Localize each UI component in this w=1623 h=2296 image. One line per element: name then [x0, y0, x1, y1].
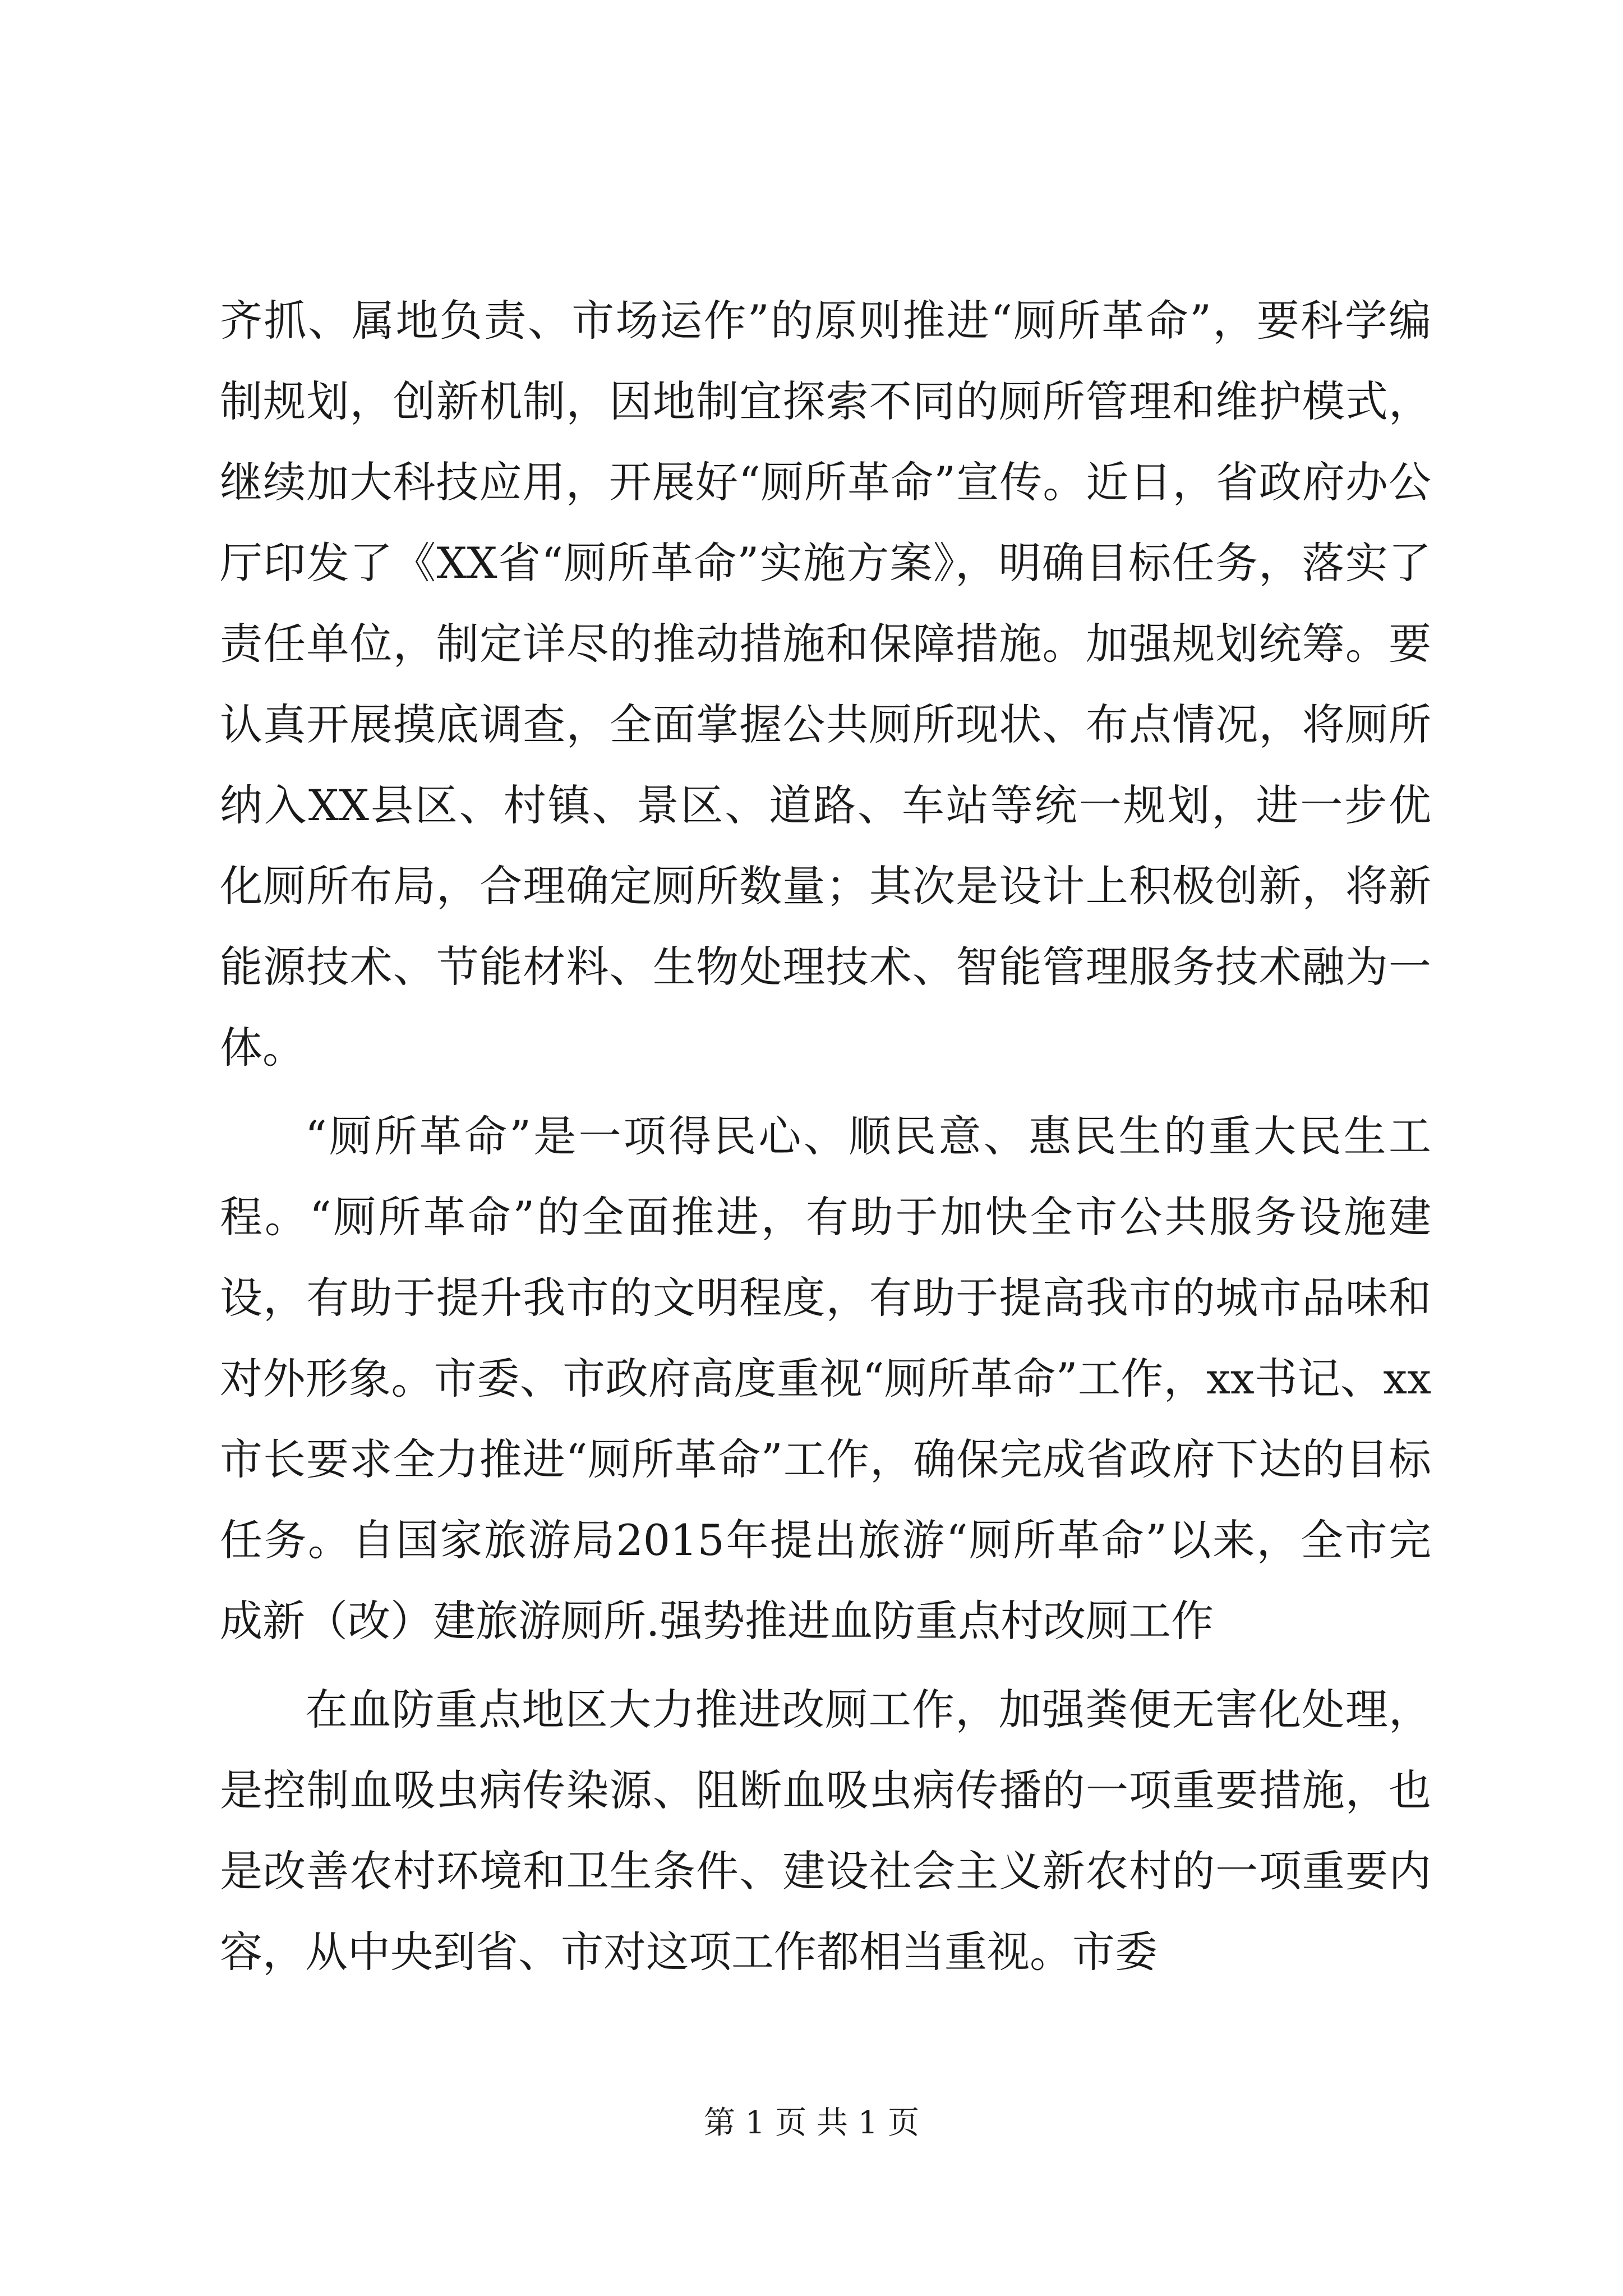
page-footer: 第 1 页 共 1 页 — [703, 2105, 920, 2141]
paragraph-3: 在血防重点地区大力推进改厕工作，加强粪便无害化处理，是控制血吸虫病传染源、阻断血吸虫病传播的一项重要措施，也是改善农村环境和卫生条件、建设社会主义新农村的一项重要内容，从中央到省、市对这项工作都相当重视。市委 — [220, 1685, 1431, 1977]
paragraph-1: 齐抓、属地负责、市场运作”的原则推进“厕所革命”，要科学编制规划，创新机制，因地制宜探索不同的厕所管理和维护模式，继续加大科技应用，开展好“厕所革命”宣传。近日，省政府办公厅印发了《XX省“厕所革命”实施方案》，明确目标任务，落实了责任单位，制定详尽的推动措施和保障措施。加强规划统筹。要认真开展摸底调查，全面掌握公共厕所现状、布点情况，将厕所纳入XX县区、村镇、景区、道路、车站等统一规划，进一步优化厕所布局，合理确定厕所数量；其次是设计上积极创新，将新能源技术、节能材料、生物处理技术、智能管理服务技术融为一体。 — [220, 296, 1431, 1073]
paragraph-2: “厕所革命”是一项得民心、顺民意、惠民生的重大民生工程。“厕所革命”的全面推进，有助于加快全市公共服务设施建设，有助于提升我市的文明程度，有助于提高我市的城市品味和对外形象。市委、市政府高度重视“厕所革命”工作，xx书记、xx市长要求全力推进“厕所革命”工作，确保完成省政府下达的目标任务。自国家旅游局2015年提出旅游“厕所革命”以来，全市完成新（改）建旅游厕所.强势推进血防重点村改厕工作 — [220, 1111, 1431, 1646]
document-body — [220, 280, 1431, 1993]
